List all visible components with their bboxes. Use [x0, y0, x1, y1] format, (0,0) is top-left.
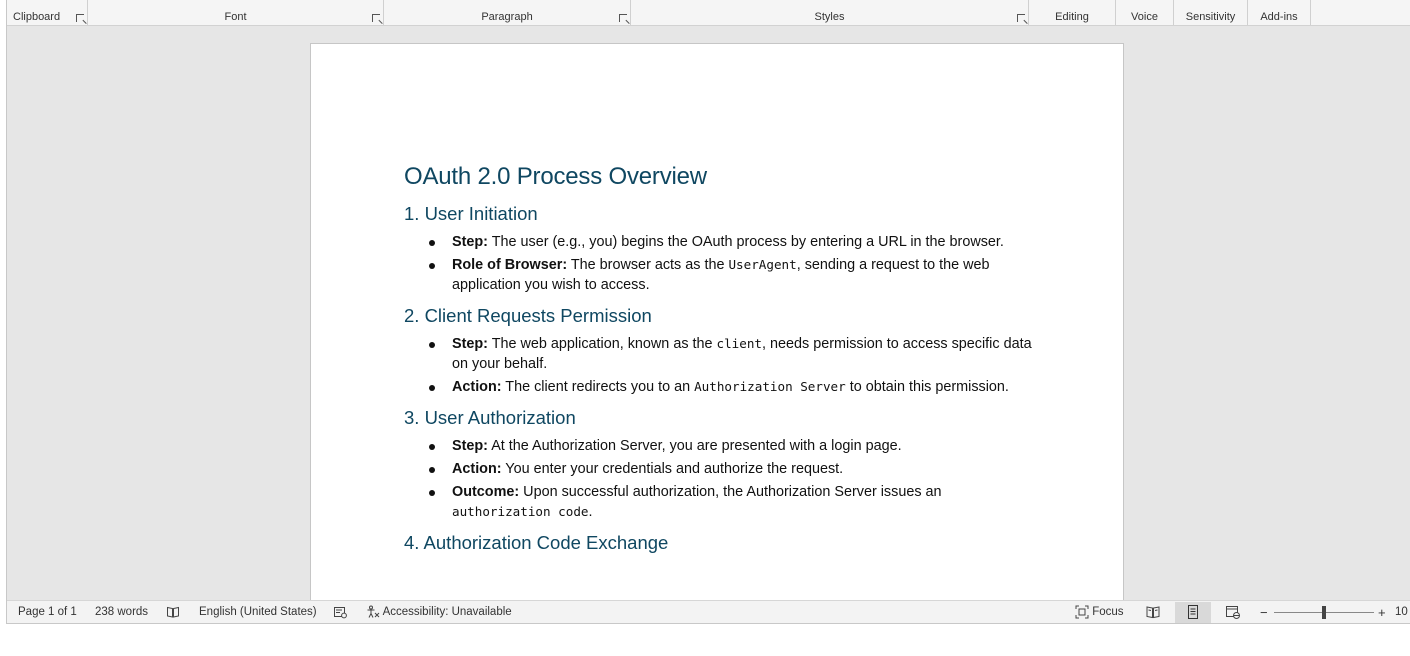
- styles-dialog-launcher-icon[interactable]: [1017, 14, 1025, 22]
- ribbon-group-label: Paragraph: [481, 11, 533, 23]
- zoom-slider-thumb[interactable]: [1322, 606, 1326, 619]
- list-item-text: The web application, known as the: [487, 336, 717, 352]
- ribbon-group-label: Sensitivity: [1185, 11, 1236, 23]
- list-item-text: The client redirects you to an: [501, 379, 695, 395]
- font-dialog-launcher-icon[interactable]: [372, 14, 380, 22]
- print-layout-button[interactable]: [1175, 602, 1211, 623]
- inline-code: UserAgent: [728, 257, 797, 272]
- list-item-text: The browser acts as the: [567, 257, 729, 273]
- ribbon: [7, 0, 1410, 26]
- ribbon-group-clipboard: [7, 0, 88, 25]
- bullet-list: [404, 436, 1044, 522]
- macro-icon: [333, 605, 347, 619]
- list-item: [452, 232, 1044, 252]
- ribbon-group-label: Voice: [1131, 11, 1158, 23]
- list-item-text: , sending a request to the web application you wish to access.: [452, 257, 990, 293]
- ribbon-group-label: Styles: [814, 11, 845, 23]
- page-count[interactable]: Page 1 of 1: [18, 606, 77, 618]
- web-layout-button[interactable]: [1215, 602, 1251, 623]
- proofing-status[interactable]: [166, 601, 180, 624]
- section-heading: 1. User Initiation: [404, 203, 538, 224]
- document-page[interactable]: [310, 43, 1124, 600]
- document-canvas[interactable]: [7, 26, 1410, 600]
- section-heading: 3. User Authorization: [404, 407, 576, 428]
- bullet-list: [404, 232, 1044, 295]
- focus-button[interactable]: [1075, 601, 1124, 624]
- list-item: [452, 255, 1044, 295]
- zoom-in-button[interactable]: +: [1378, 605, 1386, 620]
- section-heading: 2. Client Requests Permission: [404, 305, 652, 326]
- list-item-label: Role of Browser:: [452, 257, 568, 273]
- list-item-label: Outcome:: [452, 484, 520, 500]
- ribbon-group-label: Font: [224, 11, 247, 23]
- status-bar: [7, 600, 1410, 624]
- ribbon-group-label: Editing: [1055, 11, 1089, 23]
- list-item: [452, 377, 1044, 397]
- list-item-text: You enter your credentials and authorize the request.: [501, 461, 844, 477]
- list-item-text: Upon successful authorization, the Authorization Server issues an: [519, 484, 942, 500]
- list-item: [452, 436, 1044, 456]
- list-item-text: At the Authorization Server, you are presented with a login page.: [487, 438, 902, 454]
- list-item-text: .: [588, 504, 593, 520]
- inline-code: Authorization Server: [694, 379, 846, 394]
- web-layout-icon: [1226, 605, 1240, 619]
- read-mode-button[interactable]: [1135, 602, 1171, 623]
- list-item: [452, 482, 1044, 522]
- ribbon-group-paragraph: [384, 0, 631, 25]
- accessibility-label: Accessibility: Unavailable: [382, 606, 512, 618]
- zoom-out-button[interactable]: −: [1260, 605, 1268, 620]
- focus-icon: [1075, 605, 1089, 619]
- list-item-label: Step:: [452, 336, 488, 352]
- list-item-label: Action:: [452, 461, 502, 477]
- focus-label: Focus: [1092, 606, 1124, 618]
- list-item-text: , needs permission to access specific data on your behalf.: [452, 336, 1032, 372]
- accessibility-icon: [366, 605, 380, 619]
- list-item: [452, 334, 1044, 374]
- list-item-label: Step:: [452, 234, 488, 250]
- bullet-list: [404, 334, 1044, 397]
- word-count[interactable]: 238 words: [95, 606, 149, 618]
- book-icon: [166, 605, 180, 619]
- ribbon-group-editing: [1029, 0, 1116, 25]
- read-mode-icon: [1146, 605, 1160, 619]
- list-item-label: Step:: [452, 438, 488, 454]
- list-item-label: Action:: [452, 379, 502, 395]
- ribbon-group-add-ins: [1248, 0, 1311, 25]
- ribbon-group-sensitivity: [1174, 0, 1248, 25]
- list-item-text: to obtain this permission.: [845, 379, 1009, 395]
- ribbon-group-label: Add-ins: [1260, 11, 1298, 23]
- macro-status[interactable]: [333, 601, 347, 624]
- inline-code: client: [716, 336, 763, 351]
- word-window: [6, 0, 1410, 624]
- language-status[interactable]: English (United States): [199, 606, 317, 618]
- document-body[interactable]: [404, 162, 1044, 561]
- list-item: [452, 459, 1044, 479]
- paragraph-dialog-launcher-icon[interactable]: [619, 14, 627, 22]
- document-title: OAuth 2.0 Process Overview: [404, 163, 707, 190]
- print-layout-icon: [1186, 605, 1200, 619]
- list-item-text: The user (e.g., you) begins the OAuth process by entering a URL in the browser.: [487, 234, 1004, 250]
- ribbon-group-font: [88, 0, 384, 25]
- ribbon-group-styles: [631, 0, 1029, 25]
- section-heading: 4. Authorization Code Exchange: [404, 532, 669, 553]
- document-sections: [404, 202, 1044, 555]
- zoom-level[interactable]: 10: [1395, 606, 1408, 618]
- ribbon-group-label: Clipboard: [13, 11, 61, 23]
- accessibility-status[interactable]: [366, 601, 512, 624]
- inline-code: authorization code: [452, 504, 589, 519]
- ribbon-group-voice: [1116, 0, 1174, 25]
- clipboard-dialog-launcher-icon[interactable]: [76, 14, 84, 22]
